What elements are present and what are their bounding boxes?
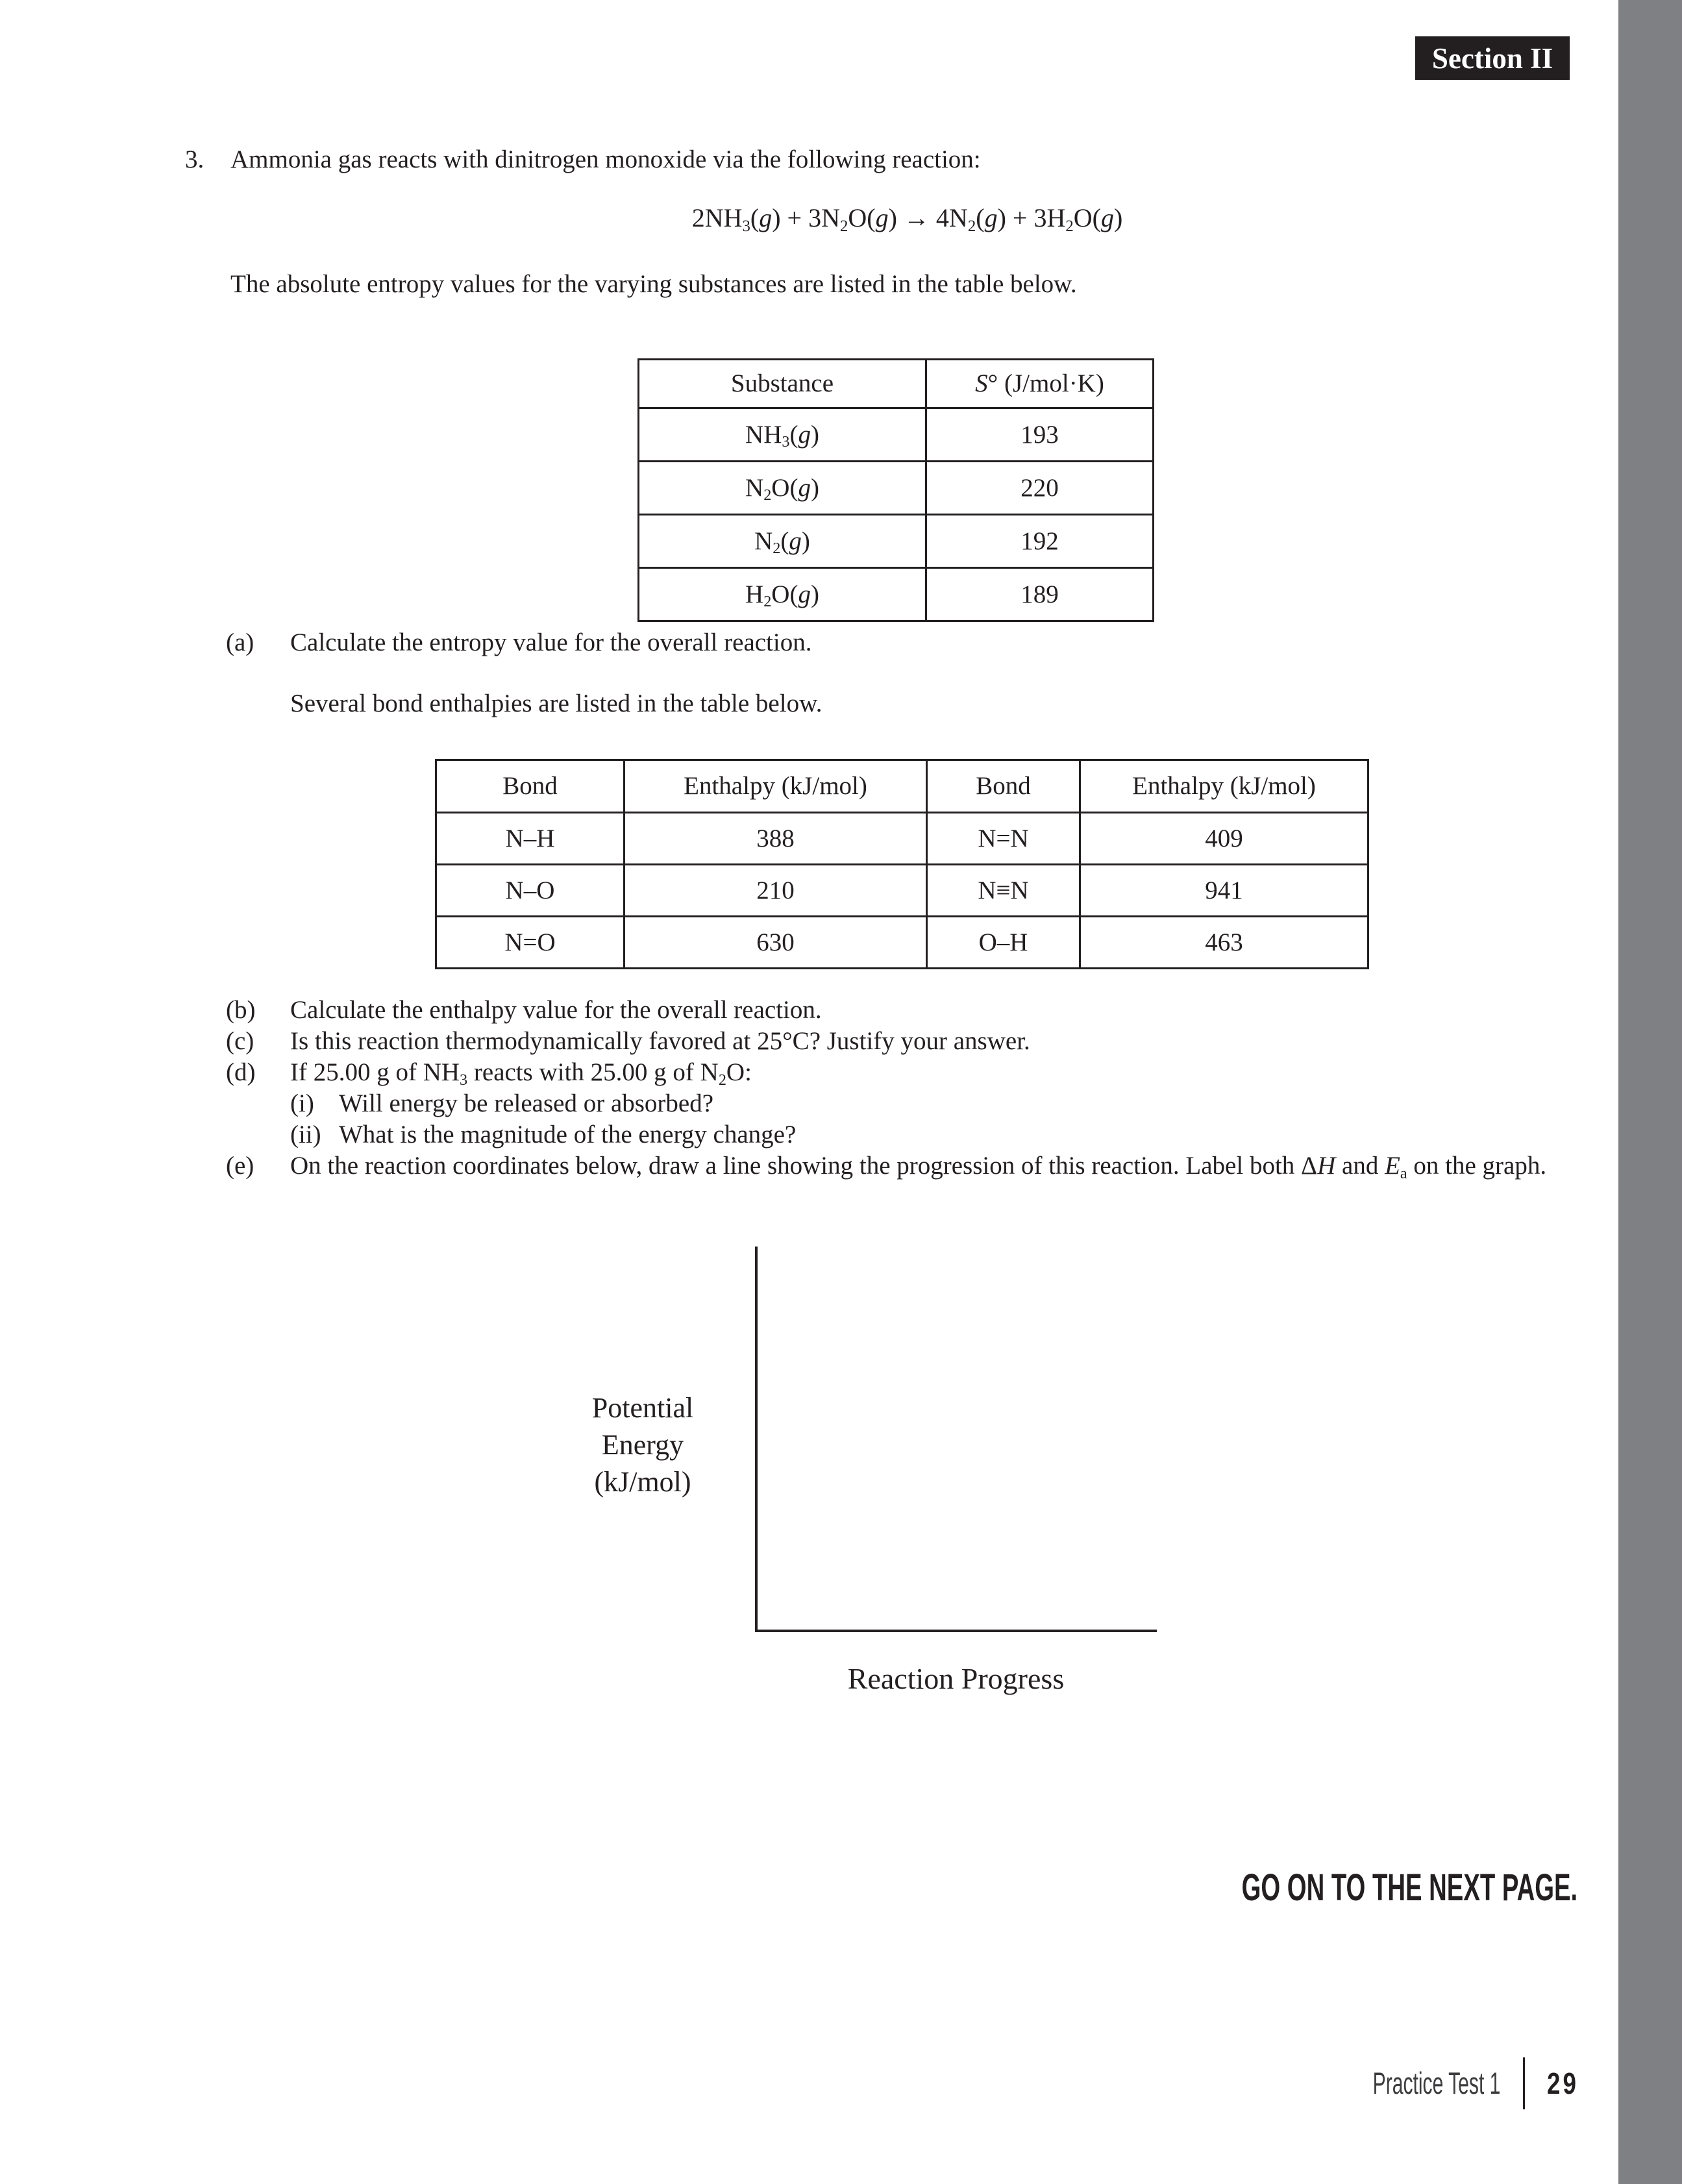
entropy-header-substance: Substance [639,360,926,408]
entropy-table-intro: The absolute entropy values for the varying substances are listed in the table below. [230,270,1077,298]
bond-table-intro: Several bond enthalpies are listed in the table below. [290,689,822,717]
part-a-text: Calculate the entropy value for the overall reaction. [290,628,812,656]
graph-y-axis-label [545,1389,740,1500]
section-badge: Section II [1415,36,1570,80]
bond-cell: O–H [927,917,1080,969]
part-d-label: (d) [226,1058,256,1086]
part-c-text: Is this reaction thermodynamically favored at 25°C? Justify your answer. [290,1027,1030,1055]
part-d-ii-label: (ii) [290,1121,321,1148]
bond-header: Bond [436,760,625,813]
part-d-ii-text: What is the magnitude of the energy change? [339,1121,797,1148]
enthalpy-cell: 388 [625,813,927,865]
question-3 [185,144,1581,175]
entropy-value-cell: 220 [926,462,1154,515]
enthalpy-cell: 630 [625,917,927,969]
part-c [226,1026,1583,1057]
go-on-text: GO ON TO THE NEXT PAGE. [1241,1867,1577,1909]
substance-cell: $NH_3(g)$ [639,408,926,462]
bond-enthalpy-table [435,759,1369,969]
page-footer [185,2057,1587,2110]
table-row [639,408,1154,462]
entropy-value-cell: 192 [926,515,1154,568]
table-row [639,462,1154,515]
enthalpy-cell: 463 [1080,917,1368,969]
enthalpy-cell: 941 [1080,865,1368,917]
entropy-table-header-row [639,360,1154,408]
table-row [639,515,1154,568]
practice-test-label: Practice Test 1 [1373,2066,1501,2100]
entropy-value-cell: 193 [926,408,1154,462]
page-edge-bar [1618,0,1682,2184]
graph-x-axis-label: Reaction Progress [847,1662,1065,1695]
part-d-i [290,1088,1583,1119]
part-e-text: On the reaction coordinates below, draw a line showing the progression of this reaction. Label both ΔH and $E_a$ on the graph. [290,1152,1547,1182]
reaction-equation: $2NH_3(g) + 3N_2O(g) \to 4N_2(g) + 3H_2O(g)$ [691,203,1123,235]
part-a-label: (a) [226,628,254,656]
substance-cell: $N_2O(g)$ [639,462,926,515]
y-axis-label-line: (kJ/mol) [594,1466,691,1498]
part-c-label: (c) [226,1027,254,1055]
bond-table-header-row [436,760,1368,813]
bond-cell: N=N [927,813,1080,865]
footer-divider [1523,2057,1525,2109]
part-b-text: Calculate the enthalpy value for the overall reaction. [290,996,822,1024]
table-row [436,813,1368,865]
enthalpy-header: Enthalpy (kJ/mol) [1080,760,1368,813]
part-d [226,1057,1583,1088]
enthalpy-cell: 409 [1080,813,1368,865]
entropy-value-cell: 189 [926,568,1154,621]
part-a [226,627,1589,658]
part-d-ii [290,1119,1583,1150]
y-axis-label-line: Energy [601,1429,684,1461]
substance-cell: $H_2O(g)$ [639,568,926,621]
table-row [436,865,1368,917]
bond-cell: N=O [436,917,625,969]
substance-cell: $N_2(g)$ [639,515,926,568]
page-number: 29 [1546,2066,1579,2100]
part-e-label: (e) [226,1152,254,1180]
question-intro: Ammonia gas reacts with dinitrogen monoxide via the following reaction: [230,145,981,173]
enthalpy-cell: 210 [625,865,927,917]
bond-header: Bond [927,760,1080,813]
go-on-notice [185,1867,1577,1909]
graph-y-axis [755,1247,758,1632]
question-number: 3. [185,145,204,173]
y-axis-label-line: Potential [591,1392,694,1424]
bond-cell: N–H [436,813,625,865]
enthalpy-header: Enthalpy (kJ/mol) [625,760,927,813]
part-d-i-text: Will energy be released or absorbed? [339,1089,714,1117]
part-b-label: (b) [226,996,256,1024]
part-e [226,1150,1583,1182]
table-row [436,917,1368,969]
parts-list [226,995,1583,1182]
table-row [639,568,1154,621]
bond-cell: N≡N [927,865,1080,917]
entropy-table [637,358,1154,622]
graph-x-axis [755,1630,1157,1632]
part-b [226,995,1583,1026]
part-d-text: If 25.00 g of $NH_3$ reacts with 25.00 g of $N_2O$: [290,1058,752,1089]
part-d-i-label: (i) [290,1089,314,1117]
bond-cell: N–O [436,865,625,917]
entropy-header-value: S° (J/mol·K) [926,360,1154,408]
